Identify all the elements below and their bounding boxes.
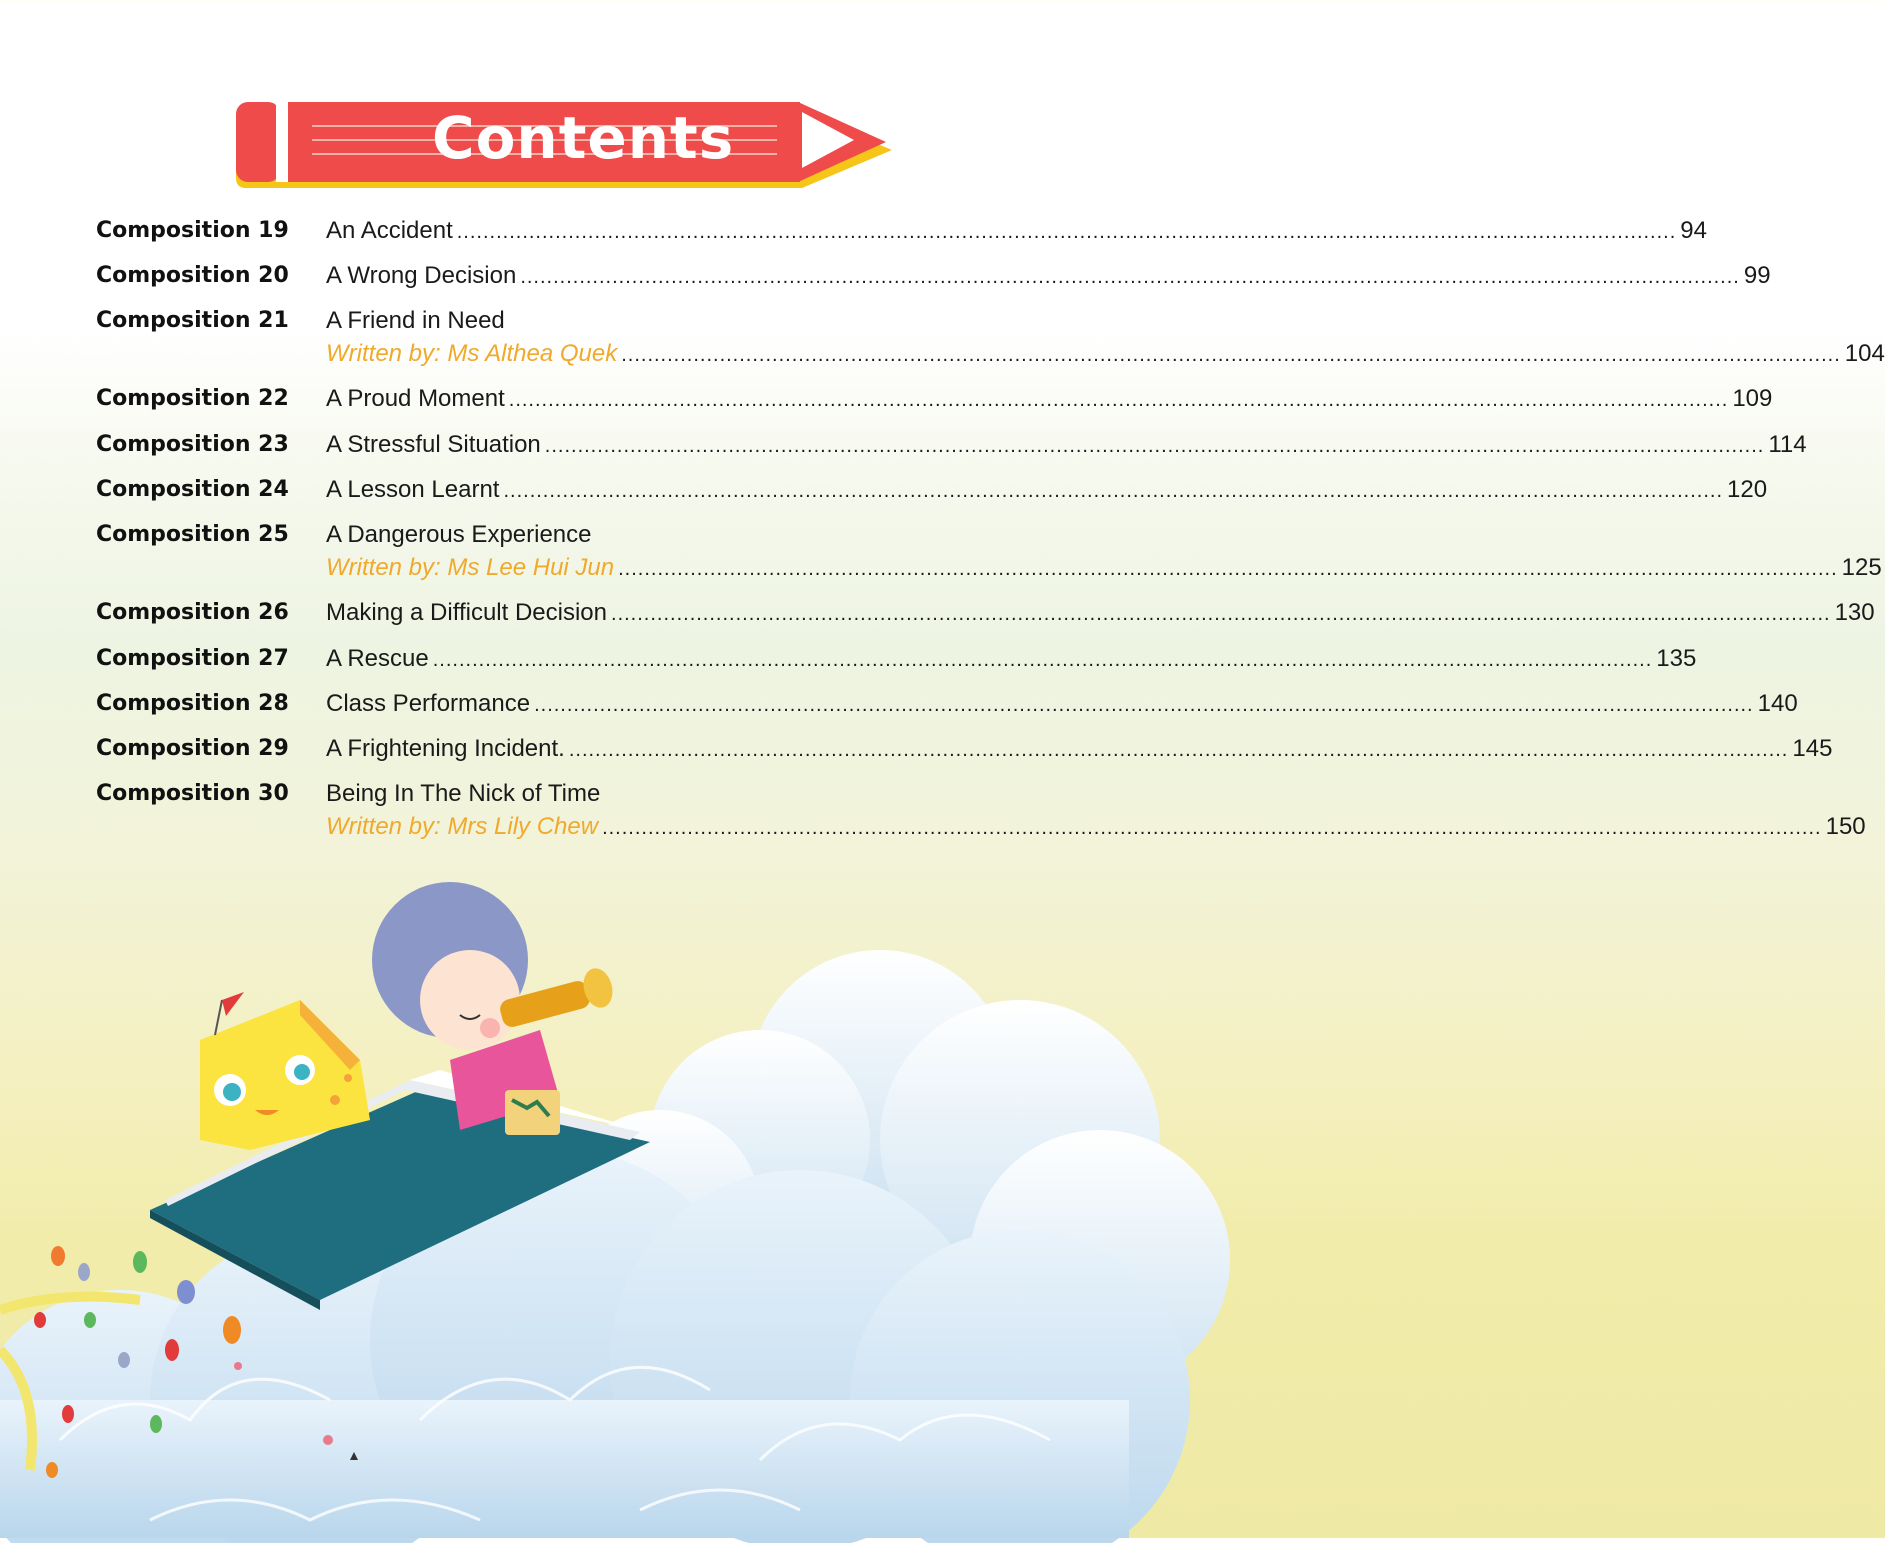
page-number: 104 [1844,340,1885,367]
composition-label: Composition 28 [96,691,289,716]
entry-title: A Friend in Need [326,307,505,334]
page-number: 120 [1727,476,1768,503]
entry-title: Being In The Nick of Time [326,780,601,807]
entry-title: A Dangerous Experience [326,521,592,548]
entry-title: Making a Difficult Decision [326,599,608,626]
entry-line [326,306,1028,336]
leader-dots: .......................................................................................................................................................................................... [544,435,1765,457]
composition-label: Composition 20 [96,263,289,288]
entry-line [326,734,1833,764]
entry-title: A Rescue [326,645,429,672]
entry-title: An Accident [326,217,453,244]
leader-dots: .......................................................................................................................................................................................... [508,389,1729,411]
page-number: 109 [1732,385,1773,412]
entry-line [326,261,1771,291]
entry-line [326,216,1707,246]
composition-label: Composition 29 [96,736,289,761]
composition-label: Composition 21 [96,308,289,333]
page-number: 114 [1768,431,1807,458]
entry-title: A Wrong Decision [326,262,517,289]
entry-line [326,644,1697,674]
page-number: 130 [1834,599,1875,626]
leader-dots: .......................................................................................................................................................................................... [432,649,1653,671]
page-number: 99 [1743,262,1771,289]
composition-label: Composition 19 [96,218,289,243]
page-number: 150 [1825,813,1866,840]
entry-title: A Proud Moment [326,385,505,412]
entry-line [326,430,1807,460]
flying-book-illustration [0,880,1129,1538]
page-title: Contents [432,104,735,172]
entry-author-line [326,812,1866,842]
leader-dots: .......................................................................................................................................................................................... [621,344,1841,366]
leader-dots: .......................................................................................................................................................................................... [520,266,1740,288]
leader-dots: .......................................................................................................................................................................................... [456,221,1677,243]
page-number: 140 [1757,690,1798,717]
entry-line [326,779,1028,809]
composition-label: Composition 30 [96,781,289,806]
entry-title: Class Performance [326,690,531,717]
leader-dots: .......................................................................................................................................................................................... [602,817,1822,839]
page-number: 94 [1680,217,1707,244]
composition-label: Composition 24 [96,477,289,502]
cheese-character [200,992,370,1150]
entry-line [326,689,1798,719]
composition-label: Composition 27 [96,646,289,671]
contents-title-banner [232,98,896,192]
composition-label: Composition 23 [96,432,289,457]
composition-label: Composition 22 [96,386,289,411]
entry-title: A Stressful Situation [326,431,541,458]
entry-author: Written by: Mrs Lily Chew [326,813,599,840]
leader-dots: .......................................................................................................................................................................................... [618,558,1838,580]
leader-dots: .......................................................................................................................................................................................... [611,603,1831,625]
page-number: 145 [1792,735,1833,762]
leader-dots: .......................................................................................................................................................................................... [568,739,1789,761]
entry-author: Written by: Ms Lee Hui Jun [326,554,615,581]
entry-title: A Lesson Learnt [326,476,500,503]
entry-line [326,520,1028,550]
entry-author-line [326,339,1885,369]
illustration-art [0,880,1129,1538]
entry-line [326,598,1875,628]
composition-label: Composition 26 [96,600,289,625]
leader-dots: .......................................................................................................................................................................................... [534,694,1754,716]
leader-dots: .......................................................................................................................................................................................... [503,480,1724,502]
entry-line [326,384,1773,414]
entry-title: A Frightening Incident. [326,735,565,762]
page-number: 125 [1841,554,1882,581]
composition-label: Composition 25 [96,522,289,547]
entry-line [326,475,1768,505]
page-number: 135 [1656,645,1697,672]
entry-author: Written by: Ms Althea Quek [326,340,618,367]
entry-author-line [326,553,1882,583]
